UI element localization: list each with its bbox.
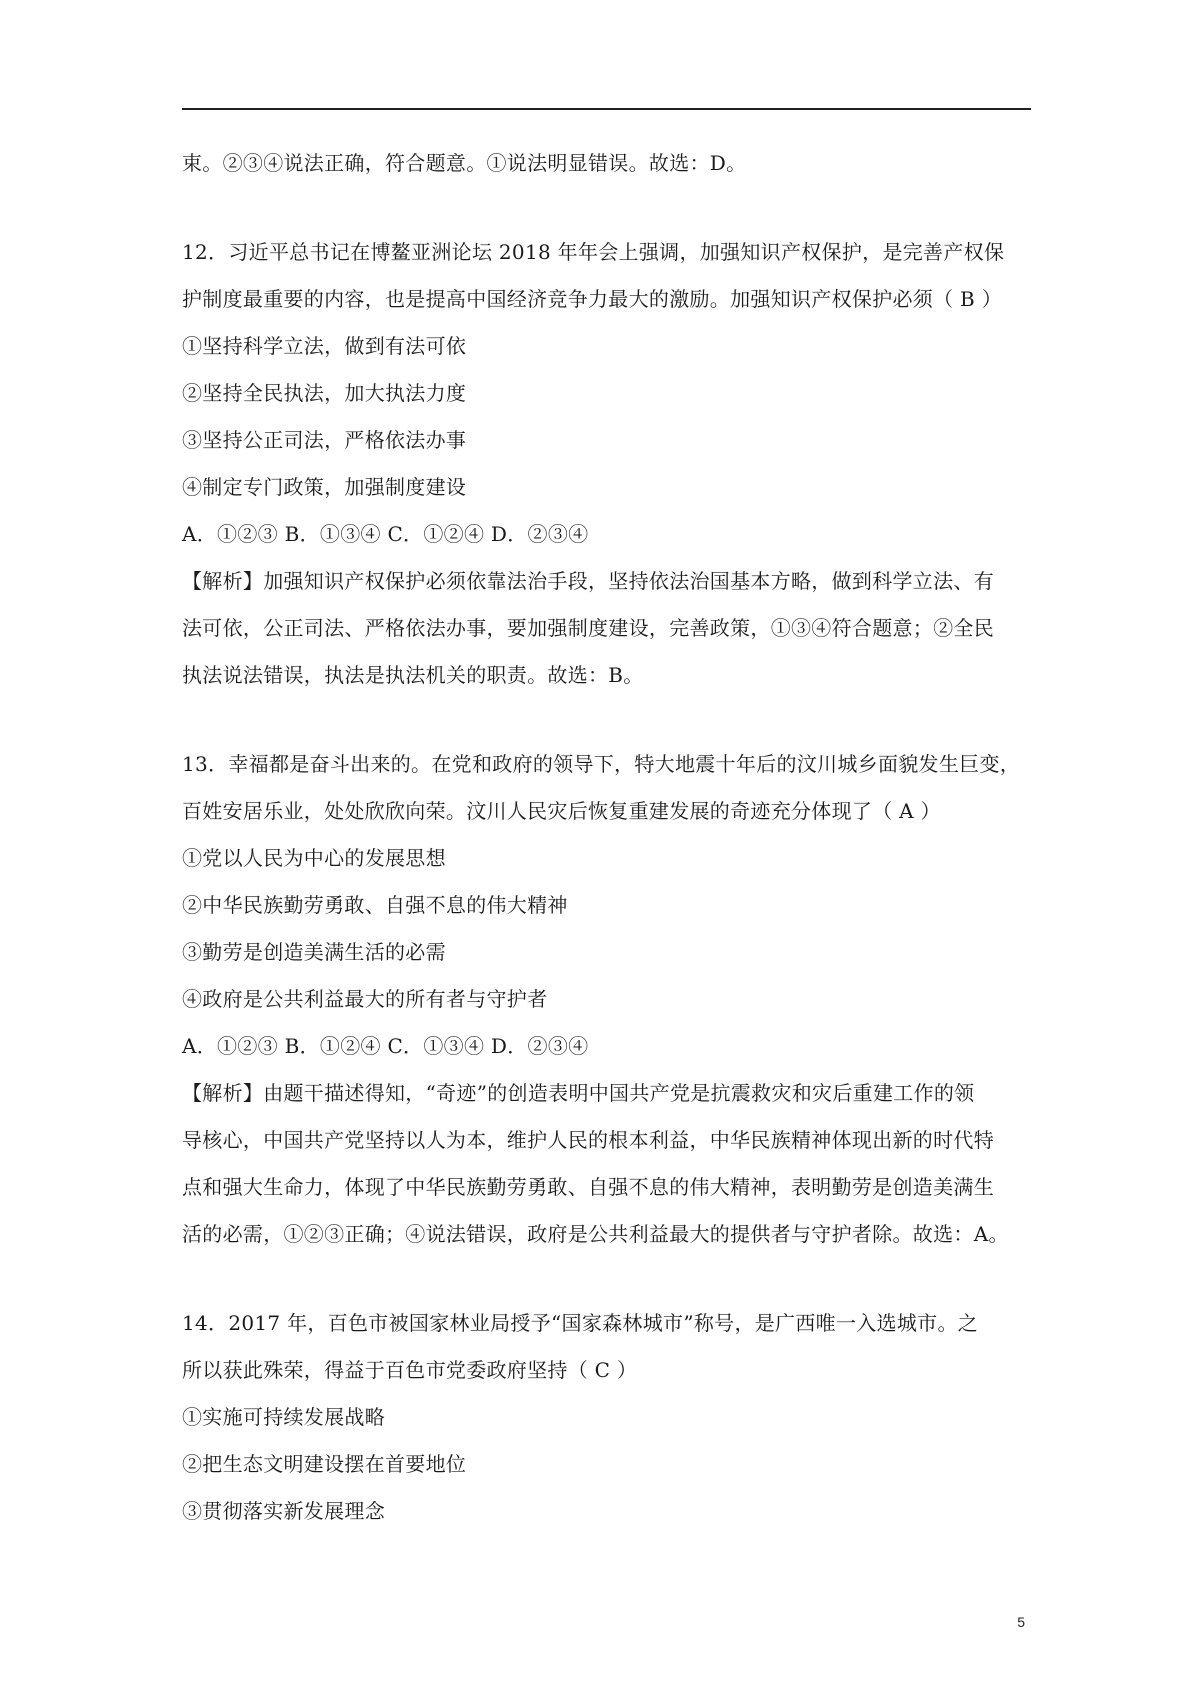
- analysis-text: 【解析】由题干描述得知，“奇迹”的创造表明中国共产党是抗震救灾和灾后重建工作的领: [182, 1081, 975, 1105]
- question-stem: 百姓安居乐业，处处欣欣向荣。汶川人民灾后恢复重建发展的奇迹充分体现了（ A ）: [182, 799, 941, 823]
- previous-answer-fragment: 束。②③④说法正确，符合题意。①说法明显错误。故选：D。: [182, 151, 747, 175]
- analysis-text: 法可依，公正司法、严格依法办事，要加强制度建设，完善政策，①③④符合题意；②全民: [182, 616, 994, 640]
- question-stem: 14．2017 年，百色市被国家林业局授予“国家森林城市”称号，是广西唯一入选城市。之: [182, 1311, 979, 1335]
- question-13: [182, 741, 1031, 1258]
- question-stem: 12．习近平总书记在博鳌亚洲论坛 2018 年年会上强调，加强知识产权保护，是完善产权保: [182, 240, 1005, 264]
- option-item: ④政府是公共利益最大的所有者与守护者: [182, 987, 548, 1011]
- analysis-text: 活的必需，①②③正确；④说法错误，政府是公共利益最大的提供者与守护者除。故选：A。: [182, 1222, 1009, 1246]
- analysis-text: 点和强大生命力，体现了中华民族勤劳勇敢、自强不息的伟大精神，表明勤劳是创造美满生: [182, 1175, 994, 1199]
- option-item: ①实施可持续发展战略: [182, 1405, 385, 1429]
- analysis-text: 执法说法错误，执法是执法机关的职责。故选：B。: [182, 663, 644, 687]
- option-item: ①党以人民为中心的发展思想: [182, 846, 446, 870]
- option-item: ③坚持公正司法，严格依法办事: [182, 428, 467, 452]
- page-content: [182, 140, 1031, 1535]
- answer-choices: A．①②③ B．①③④ C．①②④ D．②③④: [182, 522, 589, 546]
- question-stem: 护制度最重要的内容，也是提高中国经济竞争力最大的激励。加强知识产权保护必须（ B ）: [182, 287, 1003, 311]
- answer-choices: A．①②③ B．①②④ C．①③④ D．②③④: [182, 1034, 589, 1058]
- question-14: [182, 1300, 1031, 1535]
- option-item: ③贯彻落实新发展理念: [182, 1499, 385, 1523]
- option-item: ④制定专门政策，加强制度建设: [182, 475, 467, 499]
- option-item: ②把生态文明建设摆在首要地位: [182, 1452, 467, 1476]
- question-stem: 13．幸福都是奋斗出来的。在党和政府的领导下，特大地震十年后的汶川城乡面貌发生巨变，: [182, 752, 1021, 776]
- analysis-text: 导核心，中国共产党坚持以人为本，维护人民的根本利益，中华民族精神体现出新的时代特: [182, 1128, 994, 1152]
- question-12: [182, 229, 1031, 699]
- option-item: ②坚持全民执法，加大执法力度: [182, 381, 467, 405]
- analysis-text: 【解析】加强知识产权保护必须依靠法治手段，坚持依法治国基本方略，做到科学立法、有: [182, 569, 994, 593]
- page-number: 5: [1017, 1614, 1025, 1630]
- header-rule: [182, 108, 1031, 110]
- option-item: ①坚持科学立法，做到有法可依: [182, 334, 467, 358]
- option-item: ②中华民族勤劳勇敢、自强不息的伟大精神: [182, 893, 568, 917]
- question-stem: 所以获此殊荣，得益于百色市党委政府坚持（ C ）: [182, 1358, 638, 1382]
- option-item: ③勤劳是创造美满生活的必需: [182, 940, 446, 964]
